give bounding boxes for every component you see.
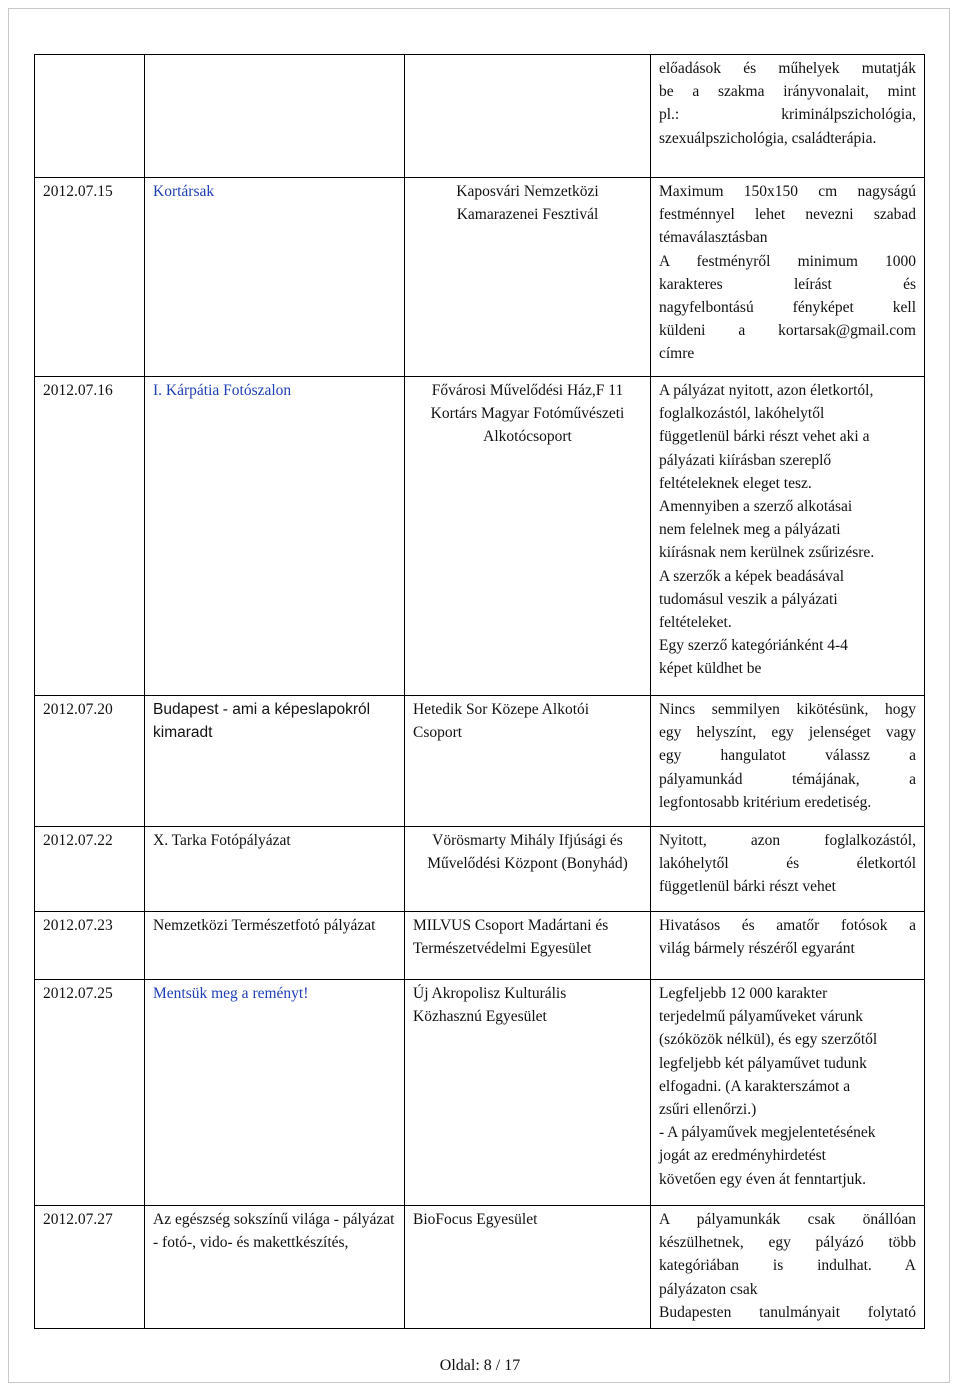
description-line: A pályamunkák csak önállóan xyxy=(659,1211,916,1228)
title-cell: Nemzetközi Természetfotó pályázat xyxy=(145,912,405,980)
description-cell xyxy=(651,377,925,696)
title-cell xyxy=(145,55,405,178)
title-cell xyxy=(145,980,405,1206)
description-line: legfeljebb két pályaművet tudunk xyxy=(659,1054,867,1072)
description-line: tudomásul veszik a pályázati xyxy=(659,590,838,608)
description-cell xyxy=(651,178,925,377)
date-cell xyxy=(35,55,145,178)
description-line: Maximum 150x150 cm nagyságú xyxy=(659,183,916,200)
page-footer xyxy=(0,1357,960,1375)
date-cell: 2012.07.22 xyxy=(35,827,145,912)
description-cell xyxy=(651,696,925,827)
description-line: legfontosabb kritérium eredetiség. xyxy=(659,793,872,811)
description-cell xyxy=(651,827,925,912)
description-line: egy hangulatot válassz a xyxy=(659,747,916,765)
table-row xyxy=(35,980,925,1206)
organizer-line: Természetvédelmi Egyesület xyxy=(413,940,592,958)
description-cell xyxy=(651,55,925,178)
organizer-line: Alkotócsoport xyxy=(483,428,572,446)
organizer-line: Kaposvári Nemzetközi xyxy=(456,183,599,200)
description-line: nagyfelbontású fényképet kell xyxy=(659,299,916,317)
date-cell: 2012.07.23 xyxy=(35,912,145,980)
description-line: követően egy éven át fenntartjuk. xyxy=(659,1170,867,1188)
organizer-line: Kortárs Magyar Fotóművészeti xyxy=(430,405,625,423)
organizer-cell xyxy=(405,1206,651,1329)
description-line: A pályázat nyitott, azon életkortól, xyxy=(659,382,874,399)
event-title-link[interactable]: Kortársak xyxy=(153,183,215,200)
organizer-line: Új Akropolisz Kulturális xyxy=(413,985,567,1002)
description-line: világ bármely részéről egyaránt xyxy=(659,940,855,958)
description-cell xyxy=(651,912,925,980)
description-line: pl.: kriminálpszichológia, xyxy=(659,106,916,124)
description-line: Nincs semmilyen kikötésünk, hogy xyxy=(659,701,916,718)
description-line: kiírásnak nem kerülnek zsűrizésre. xyxy=(659,544,875,562)
description-line: A szerzők a képek beadásával xyxy=(659,567,845,585)
date-cell: 2012.07.25 xyxy=(35,980,145,1206)
organizer-cell xyxy=(405,912,651,980)
description-line: elfogadni. (A karakterszámot a xyxy=(659,1077,851,1095)
description-line: pályázaton csak xyxy=(659,1280,758,1298)
table-row xyxy=(35,696,925,827)
description-line: függetlenül bárki részt vehet aki a xyxy=(659,428,870,446)
description-line: függetlenül bárki részt vehet xyxy=(659,878,836,896)
date-cell: 2012.07.16 xyxy=(35,377,145,696)
organizer-cell xyxy=(405,696,651,827)
description-line: - A pályaművek megjelentetésének xyxy=(659,1124,876,1142)
description-line: címre xyxy=(659,345,695,363)
footer-separator: / xyxy=(495,1357,501,1374)
organizer-line: MILVUS Csoport Madártani és xyxy=(413,917,609,934)
organizer-line: Közhasznú Egyesület xyxy=(413,1008,547,1026)
description-cell xyxy=(651,980,925,1206)
footer-label: Oldal: xyxy=(439,1357,480,1374)
table-row xyxy=(35,55,925,178)
description-line: kategóriában is indulhat. A xyxy=(659,1257,916,1275)
title-cell: X. Tarka Fotópályázat xyxy=(145,827,405,912)
description-line: foglalkozástól, lakóhelytől xyxy=(659,405,825,423)
organizer-line: Hetedik Sor Közepe Alkotói xyxy=(413,701,590,718)
description-line: A festményről minimum 1000 xyxy=(659,252,916,270)
organizer-line: Vörösmarty Mihály Ifjúsági és xyxy=(432,832,623,849)
description-line: témaválasztásban xyxy=(659,229,768,247)
events-table xyxy=(34,54,925,1329)
event-title-link[interactable]: Mentsük meg a reményt! xyxy=(153,985,309,1002)
table-row xyxy=(35,1206,925,1329)
description-line: zsűri ellenőrzi.) xyxy=(659,1101,757,1119)
description-line: feltételeknek eleget tesz. xyxy=(659,474,812,492)
description-line: pályázati kiírásban szereplő xyxy=(659,451,832,469)
description-line: Egy szerző kategóriánként 4-4 xyxy=(659,637,848,655)
description-line: feltételeket. xyxy=(659,614,732,632)
title-cell xyxy=(145,377,405,696)
footer-total-pages: 17 xyxy=(504,1357,521,1374)
description-cell xyxy=(651,1206,925,1329)
table-row xyxy=(35,827,925,912)
description-line: Amennyiben a szerző alkotásai xyxy=(659,498,853,516)
description-line: szexuálpszichológia, családterápia. xyxy=(659,129,877,147)
organizer-line: Kamarazenei Fesztivál xyxy=(456,206,599,224)
title-cell: Budapest - ami a képeslapokról kimaradt xyxy=(145,696,405,827)
description-line: lakóhelytől és életkortól xyxy=(659,855,916,873)
event-title-link[interactable]: I. Kárpátia Fotószalon xyxy=(153,382,292,399)
title-cell xyxy=(145,178,405,377)
footer-page-number: 8 xyxy=(483,1357,492,1374)
organizer-cell xyxy=(405,980,651,1206)
description-line: Hivatásos és amatőr fotósok a xyxy=(659,917,916,934)
table-row xyxy=(35,377,925,696)
organizer-cell xyxy=(405,55,651,178)
organizer-line: Csoport xyxy=(413,724,463,742)
description-line: egy helyszínt, egy jelenséget vagy xyxy=(659,724,916,742)
description-line: be a szakma irányvonalait, mint xyxy=(659,83,916,101)
organizer-cell xyxy=(405,178,651,377)
description-line: terjedelmű pályaműveket várunk xyxy=(659,1008,864,1026)
description-line: előadások és műhelyek mutatják xyxy=(659,60,916,77)
date-cell: 2012.07.20 xyxy=(35,696,145,827)
description-line: nem felelnek meg a pályázati xyxy=(659,521,841,539)
date-cell: 2012.07.15 xyxy=(35,178,145,377)
description-line: pályamunkád témájának, a xyxy=(659,770,916,788)
date-cell: 2012.07.27 xyxy=(35,1206,145,1329)
description-line: festménnyel lehet nevezni szabad xyxy=(659,206,916,224)
organizer-line: Fővárosi Művelődési Ház,F 11 xyxy=(431,382,624,399)
organizer-cell xyxy=(405,377,651,696)
organizer-line: BioFocus Egyesület xyxy=(413,1211,538,1228)
description-line: Budapesten tanulmányait folytató xyxy=(659,1303,916,1321)
description-line: képet küldhet be xyxy=(659,660,762,678)
description-line: készülhetnek, egy pályázó több xyxy=(659,1234,916,1252)
organizer-cell xyxy=(405,827,651,912)
organizer-line: Művelődési Központ (Bonyhád) xyxy=(427,855,628,873)
description-line: karakteres leírást és xyxy=(659,275,916,293)
description-line: Nyitott, azon foglalkozástól, xyxy=(659,832,916,849)
description-line: jogát az eredményhirdetést xyxy=(659,1147,826,1165)
description-line: (szóközök nélkül), és egy szerzőtől xyxy=(659,1031,878,1049)
description-line: küldeni a kortarsak@gmail.com xyxy=(659,322,916,340)
table-row xyxy=(35,178,925,377)
table-row xyxy=(35,912,925,980)
title-cell: Az egészség sokszínű világa - pályázat - fotó-, vido- és makettkészítés, xyxy=(145,1206,405,1329)
description-line: Legfeljebb 12 000 karakter xyxy=(659,985,828,1002)
